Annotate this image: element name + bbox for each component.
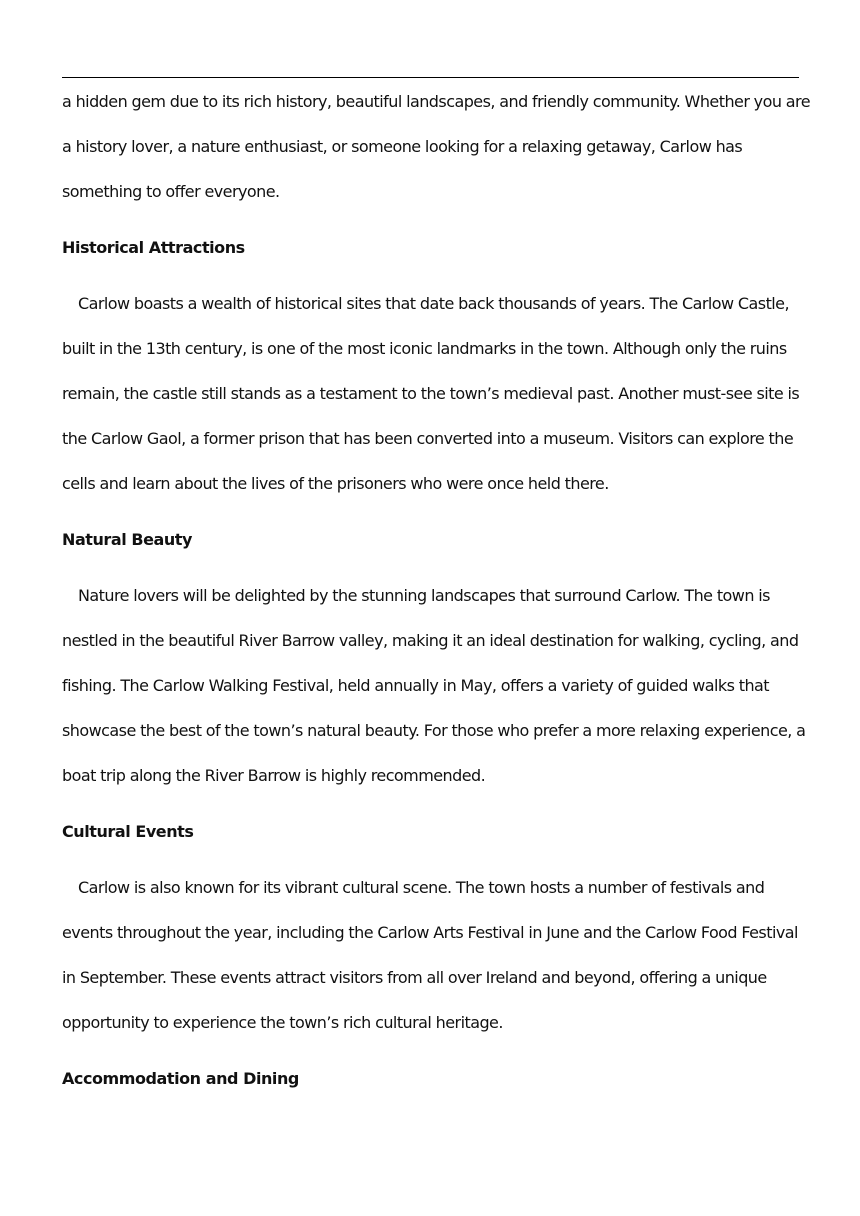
section-heading-natural-beauty: Natural Beauty	[62, 530, 192, 549]
section-heading-accommodation-and-dining: Accommodation and Dining	[62, 1069, 299, 1088]
section-heading-historical-attractions: Historical Attractions	[62, 238, 245, 257]
section-paragraph-natural-beauty: Nature lovers will be delighted by the stunning landscapes that surround Carlow. The town is nestled in the beautiful River Barrow valley, making it an ideal destination for walking, cycling, and fishing. The Carlow Walking Festival, held annually in May, offers a variety of guided walks that showcase the best of the town’s natural beauty. For those who prefer a more relaxing experience, a boat trip along the River Barrow is highly recommended.	[62, 586, 806, 785]
section-paragraph-historical-attractions: Carlow boasts a wealth of historical sites that date back thousands of years. The Carlow Castle, built in the 13th century, is one of the most iconic landmarks in the town. Although only the ruins remain, the castle still stands as a testament to the town’s medieval past. Another must-see site is the Carlow Gaol, a former prison that has been converted into a museum. Visitors can explore the cells and learn about the lives of the prisoners who were once held there.	[62, 294, 800, 493]
intro-paragraph: a hidden gem due to its rich history, beautiful landscapes, and friendly community. Whether you are a history lover, a nature enthusiast, or someone looking for a relaxing getaway, Carlow has something to offer everyone.	[62, 92, 810, 201]
section-heading-cultural-events: Cultural Events	[62, 822, 194, 841]
document-body	[62, 79, 812, 1112]
header-rule	[62, 77, 799, 78]
section-paragraph-cultural-events: Carlow is also known for its vibrant cultural scene. The town hosts a number of festivals and events throughout the year, including the Carlow Arts Festival in June and the Carlow Food Festival in September. These events attract visitors from all over Ireland and beyond, offering a unique opportunity to experience the town’s rich cultural heritage.	[62, 878, 798, 1032]
